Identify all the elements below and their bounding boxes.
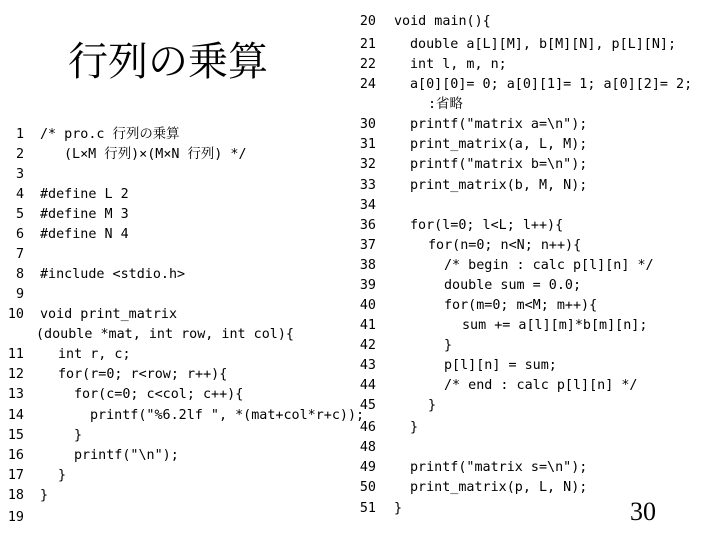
right-code-line: print_matrix(a, L, M); — [410, 137, 588, 152]
right-code-line: void main(){ — [394, 14, 491, 29]
left-code-line: #define N 4 — [40, 227, 129, 242]
right-code-line: for(n=0; n<N; n++){ — [428, 238, 582, 253]
right-code-line: } — [394, 501, 403, 516]
left-line-num: 6 — [15, 227, 24, 242]
right-code-line: /* end : calc p[l][n] */ — [444, 378, 638, 393]
left-code-line: (L×M 行列)×(M×N 行列) */ — [64, 147, 247, 162]
left-code-line: for(c=0; c<col; c++){ — [74, 387, 244, 402]
right-line-num: 24 — [359, 77, 376, 92]
left-code-line: } — [40, 488, 49, 503]
left-code-line: printf("%6.2lf ", *(mat+col*r+c)); — [90, 408, 365, 423]
left-line-num: 16 — [7, 448, 24, 463]
right-line-num: 44 — [359, 378, 376, 393]
left-code-line: #define L 2 — [40, 187, 129, 202]
right-line-num: 48 — [359, 440, 376, 455]
right-line-num: 49 — [359, 460, 376, 475]
right-line-num: 43 — [359, 358, 376, 373]
left-line-num: 18 — [7, 488, 24, 503]
right-line-num: 42 — [359, 338, 376, 353]
right-line-num: 39 — [359, 278, 376, 293]
right-line-num: 36 — [359, 218, 376, 233]
right-code-line: printf("matrix a=\n"); — [410, 117, 588, 132]
left-line-num: 2 — [15, 147, 24, 162]
right-line-num: 22 — [359, 57, 376, 72]
left-code-line: (double *mat, int row, int col){ — [36, 327, 294, 342]
page-number: 30 — [630, 497, 656, 526]
right-line-num: 46 — [359, 420, 376, 435]
left-line-num: 8 — [15, 267, 24, 282]
right-code-line: double a[L][M], b[M][N], p[L][N]; — [410, 37, 677, 52]
left-code-line: } — [74, 428, 83, 443]
left-line-num: 11 — [7, 347, 24, 362]
right-code-line: double sum = 0.0; — [444, 278, 582, 293]
right-line-num: 50 — [359, 480, 376, 495]
left-code-line: for(r=0; r<row; r++){ — [58, 367, 228, 382]
right-code-line: /* begin : calc p[l][n] */ — [444, 258, 654, 273]
left-line-num: 14 — [7, 408, 24, 423]
right-code-line: } — [444, 338, 453, 353]
left-line-num: 15 — [7, 428, 24, 443]
right-line-num: 20 — [359, 14, 376, 29]
right-line-num: 45 — [359, 398, 376, 413]
right-code-line: a[0][0]= 0; a[0][1]= 1; a[0][2]= 2; — [410, 77, 693, 92]
left-line-num: 12 — [7, 367, 24, 382]
left-line-num: 10 — [7, 307, 24, 322]
right-code-line: for(m=0; m<M; m++){ — [444, 298, 598, 313]
left-code-line: #include <stdio.h> — [40, 267, 186, 282]
left-line-num: 4 — [15, 187, 24, 202]
right-code-line: sum += a[l][m]*b[m][n]; — [462, 318, 648, 333]
left-line-num: 19 — [7, 510, 24, 525]
left-code-line: int r, c; — [58, 347, 131, 362]
right-code-line: printf("matrix b=\n"); — [410, 157, 588, 172]
right-line-num: 51 — [359, 501, 376, 516]
right-line-num: 31 — [359, 137, 376, 152]
right-line-num: 38 — [359, 258, 376, 273]
left-line-num: 9 — [15, 287, 24, 302]
right-code-line: } — [428, 398, 437, 413]
right-code-line: print_matrix(b, M, N); — [410, 178, 588, 193]
left-code-line: } — [58, 468, 67, 483]
left-code-line: void print_matrix — [40, 307, 178, 322]
right-line-num: 34 — [359, 198, 376, 213]
left-line-num: 1 — [15, 127, 24, 142]
left-code-line: #define M 3 — [40, 207, 129, 222]
left-code-line: /* pro.c 行列の乗算 — [40, 127, 180, 142]
left-line-num: 13 — [7, 387, 24, 402]
right-line-num: 30 — [359, 117, 376, 132]
right-line-num: 21 — [359, 37, 376, 52]
right-line-num: 40 — [359, 298, 376, 313]
right-code-line: for(l=0; l<L; l++){ — [410, 218, 564, 233]
slide-title: 行列の乗算 — [68, 39, 268, 85]
right-code-line: :省略 — [428, 97, 463, 112]
right-code-line: print_matrix(p, L, N); — [410, 480, 588, 495]
right-code-line: } — [410, 420, 419, 435]
left-code-line: printf("\n"); — [74, 448, 179, 463]
right-line-num: 37 — [359, 238, 376, 253]
right-line-num: 33 — [359, 178, 376, 193]
left-line-num: 3 — [15, 167, 24, 182]
right-code-line: printf("matrix s=\n"); — [410, 460, 588, 475]
left-line-num: 7 — [15, 247, 24, 262]
left-line-num: 5 — [15, 207, 24, 222]
right-line-num: 32 — [359, 157, 376, 172]
right-line-num: 41 — [359, 318, 376, 333]
right-code-line: p[l][n] = sum; — [444, 358, 557, 373]
left-line-num: 17 — [7, 468, 24, 483]
right-code-line: int l, m, n; — [410, 57, 507, 72]
